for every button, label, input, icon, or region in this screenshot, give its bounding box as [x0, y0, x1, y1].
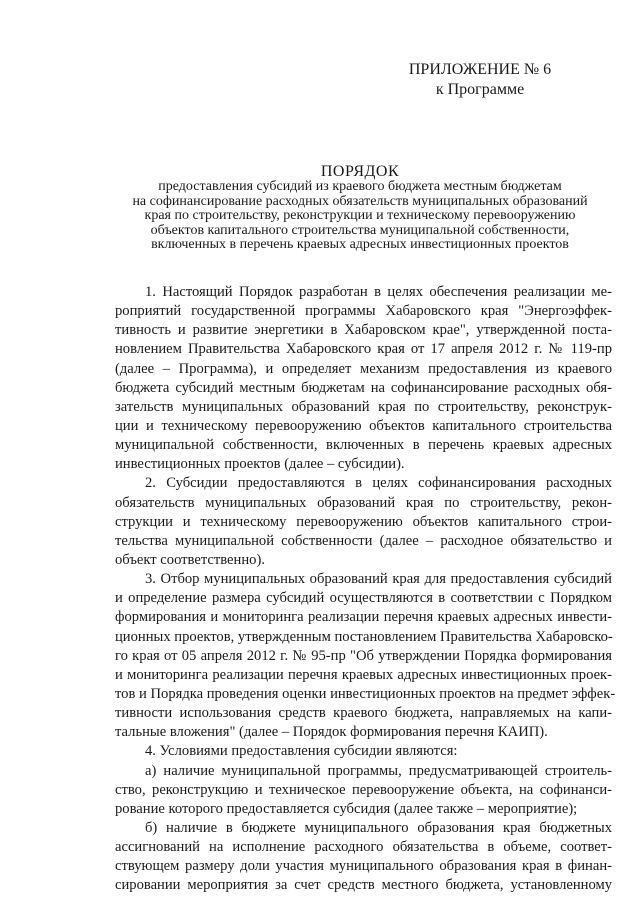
item-b-line: ствующем размеру доли участия муниципального образования края в финан-	[115, 858, 612, 875]
paragraph-1-line: бюджета субсидий местным бюджетам на софинансирование расходных обя-	[115, 379, 612, 396]
paragraph-1-line: ции и техническому перевооружению объектов капитального строительства	[115, 417, 612, 434]
paragraph-3-line: формирования и мониторинга реализации перечня краевых адресных инвести-	[115, 609, 612, 626]
paragraph-3-line: ционных проектов, утвержденным постановлением Правительства Хабаровско-	[115, 628, 613, 645]
paragraph-1-line: зательств муниципальных образований края по строительству, реконструк-	[115, 398, 612, 415]
paragraph-1-line: 1. Настоящий Порядок разработан в целях обеспечения реализации ме-	[145, 284, 612, 300]
paragraph-1-line: инвестиционных проектов (далее – субсидии).	[115, 456, 405, 473]
paragraph-2-line: тельства муниципальной собственности (далее – расходное обязательство и	[115, 532, 612, 549]
paragraph-3-line: тивности использования средств краевого бюджета, направляемых на капи-	[115, 705, 612, 722]
item-b-line: сировании мероприятия за счет средств местного бюджета, установленному	[115, 877, 612, 894]
item-b-line: б) наличие в бюджете муниципального образования края бюджетных	[145, 819, 612, 836]
subtitle-line: края по строительству, реконструкции и техническому перевооружению	[144, 208, 576, 223]
paragraph-3-line: и определение размера субсидий осуществляются в соответствии с Порядком	[115, 590, 612, 607]
subtitle-line: объектов капитального строительства муниципальной собственности,	[150, 222, 570, 238]
appendix-header	[395, 60, 565, 100]
paragraph-1-line: муниципальной собственности, включенных в перечень краевых адресных	[115, 437, 612, 454]
document-title: ПОРЯДОК	[320, 163, 400, 180]
paragraph-2-line: обязательств муниципальных образований края по строительству, рекон-	[115, 494, 612, 511]
paragraph-1-line: новлением Правительства Хабаровского края от 17 апреля 2012 г. № 119-пр	[115, 341, 612, 358]
document-subtitle	[90, 180, 630, 253]
paragraph-2-line: струкции и техническому перевооружению объектов капитального строи-	[115, 513, 612, 530]
paragraph-3-line: го края от 05 апреля 2012 г. № 95-пр "Об утверждении Порядка формирования	[115, 647, 612, 664]
paragraph-3-line: тов и Порядка проведения оценки инвестиционных проектов на предмет эффек-	[115, 685, 616, 702]
document-body	[115, 283, 616, 896]
appendix-reference: к Программе	[435, 81, 525, 98]
paragraph-2-line: объект соответственно).	[115, 551, 265, 568]
item-b-line: ассигнований на исполнение расходного обязательства в объеме, соответ-	[115, 839, 612, 856]
paragraph-3-line: и мониторинга реализации перечня краевых адресных инвестиционных проек-	[115, 666, 612, 683]
paragraph-1-line: (далее – Программа), и определяет механизм предоставления из краевого	[115, 360, 612, 377]
paragraph-3-line: 3. Отбор муниципальных образований края для предоставления субсидий	[145, 571, 612, 588]
subtitle-line: предоставления субсидий из краевого бюджета местным бюджетам	[158, 179, 562, 194]
paragraph-4-line: 4. Условиями предоставления субсидии являются:	[145, 743, 458, 760]
appendix-number: ПРИЛОЖЕНИЕ № 6	[408, 61, 552, 78]
paragraph-2-line: 2. Субсидии предоставляются в целях софинансирования расходных	[145, 475, 612, 492]
item-a-line: ство, реконструкцию и техническое перевооружение объекта, на софинанси-	[115, 781, 612, 798]
paragraph-1-line: роприятий государственной программы Хабаровского края "Энергоэффек-	[115, 303, 612, 320]
subtitle-line: включенных в перечень краевых адресных инвестиционных проектов	[151, 237, 569, 252]
subtitle-line: на софинансирование расходных обязательств муниципальных образований	[132, 193, 588, 209]
item-a-line: а) наличие муниципальной программы, предусматривающей строитель-	[145, 762, 612, 779]
paragraph-1-line: тивность и развитие энергетики в Хабаровском крае", утвержденной поста-	[115, 322, 612, 339]
paragraph-3-line: тальные вложения" (далее – Порядок формирования перечня КАИП).	[115, 724, 548, 741]
item-a-line: рование которого предоставляется субсидия (далее также – мероприятие);	[115, 800, 578, 817]
